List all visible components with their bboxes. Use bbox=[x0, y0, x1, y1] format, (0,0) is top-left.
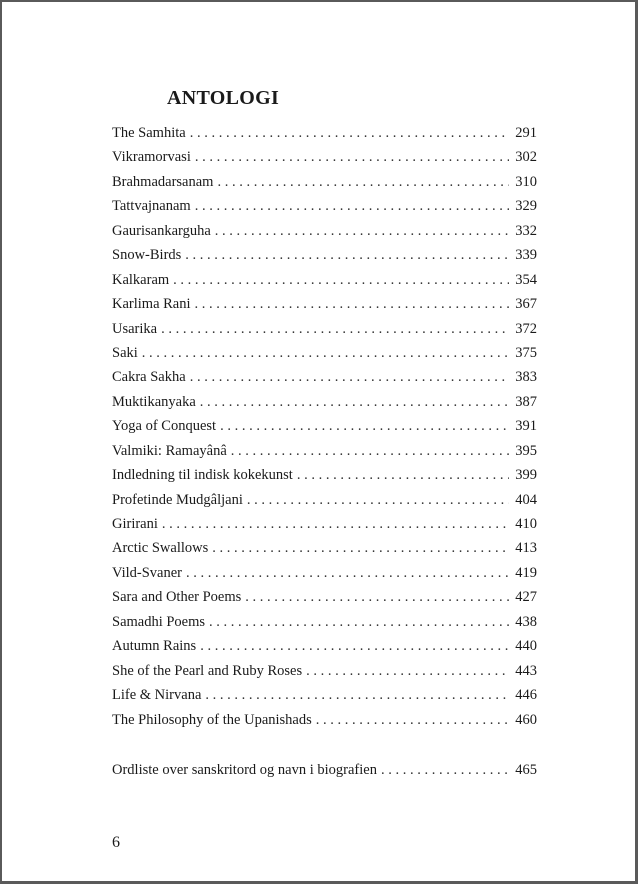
dot-leader bbox=[215, 219, 509, 243]
dot-leader bbox=[161, 317, 509, 341]
toc-entry bbox=[112, 488, 537, 512]
dot-leader bbox=[200, 634, 509, 658]
toc-entry-page: 460 bbox=[515, 711, 537, 728]
toc-entry-title: Muktikanyaka bbox=[112, 393, 196, 410]
toc-entry bbox=[112, 585, 537, 609]
toc-entry-page: 375 bbox=[515, 344, 537, 361]
toc-entry-title: Usarika bbox=[112, 320, 158, 337]
toc-entry-title: Snow-Birds bbox=[112, 247, 182, 264]
dot-leader bbox=[195, 194, 510, 218]
dot-leader bbox=[205, 683, 509, 707]
toc-entry-title: Cakra Sakha bbox=[112, 369, 186, 386]
toc-entry-page: 446 bbox=[515, 687, 537, 704]
dot-leader bbox=[190, 121, 510, 145]
toc-entry-page: 310 bbox=[515, 173, 537, 190]
toc-entry bbox=[112, 341, 537, 365]
toc-entry-title: Vild-Svaner bbox=[112, 564, 183, 581]
toc-entry-page: 302 bbox=[515, 149, 537, 166]
toc-entry-title: She of the Pearl and Ruby Roses bbox=[112, 662, 303, 679]
dot-leader bbox=[316, 708, 509, 732]
table-of-contents bbox=[112, 121, 537, 732]
dot-leader bbox=[247, 488, 509, 512]
toc-entry-page: 387 bbox=[515, 393, 537, 410]
toc-entry bbox=[112, 145, 537, 169]
dot-leader bbox=[297, 463, 509, 487]
toc-entry-page: 410 bbox=[515, 516, 537, 532]
toc-entry bbox=[112, 536, 537, 560]
toc-entry bbox=[112, 610, 537, 634]
toc-entry bbox=[112, 170, 537, 194]
toc-entry-title: Profetinde Mudgâljani bbox=[112, 491, 243, 508]
dot-leader bbox=[212, 536, 509, 560]
toc-entry-page: 291 bbox=[515, 125, 537, 141]
toc-entry-page: 391 bbox=[515, 418, 537, 435]
toc-entry-title: Brahmadarsanam bbox=[112, 173, 214, 190]
dot-leader bbox=[231, 439, 509, 463]
toc-entry bbox=[112, 683, 537, 707]
toc-entry-title: Kalkaram bbox=[112, 271, 170, 288]
toc-entry bbox=[112, 268, 537, 292]
toc-entry-title: The Philosophy of the Upanishads bbox=[112, 711, 312, 728]
toc-appendix-entry bbox=[112, 758, 537, 782]
toc-entry-title: Tattvajnanam bbox=[112, 198, 191, 215]
toc-entry-page: 332 bbox=[515, 222, 537, 239]
toc-entry-page: 383 bbox=[515, 369, 537, 386]
toc-entry bbox=[112, 365, 537, 389]
toc-entry-title: Ordliste over sanskritord og navn i biografien bbox=[112, 762, 377, 778]
toc-entry-title: Indledning til indisk kokekunst bbox=[112, 467, 293, 484]
toc-entry bbox=[112, 561, 537, 585]
toc-entry-title: The Samhita bbox=[112, 125, 186, 141]
toc-entry bbox=[112, 512, 537, 536]
toc-entry bbox=[112, 194, 537, 218]
toc-entry bbox=[112, 317, 537, 341]
toc-entry-page: 404 bbox=[515, 491, 537, 508]
dot-leader bbox=[209, 610, 509, 634]
toc-entry-title: Autumn Rains bbox=[112, 638, 197, 655]
toc-entry bbox=[112, 659, 537, 683]
dot-leader bbox=[190, 365, 510, 389]
dot-leader bbox=[142, 341, 509, 365]
toc-entry-page: 438 bbox=[515, 613, 537, 630]
toc-entry bbox=[112, 463, 537, 487]
toc-entry-title: Samadhi Poems bbox=[112, 613, 206, 630]
page-heading: ANTOLOGI bbox=[167, 87, 280, 109]
toc-entry-page: 354 bbox=[515, 271, 537, 288]
toc-entry-title: Karlima Rani bbox=[112, 296, 191, 313]
toc-entry-page: 419 bbox=[515, 564, 537, 581]
toc-entry bbox=[112, 292, 537, 316]
toc-entry-title: Vikramorvasi bbox=[112, 149, 191, 166]
toc-entry bbox=[112, 634, 537, 658]
toc-entry-page: 339 bbox=[515, 247, 537, 264]
toc-entry bbox=[112, 390, 537, 414]
toc-entry bbox=[112, 708, 537, 732]
toc-entry-page: 465 bbox=[515, 762, 537, 778]
dot-leader bbox=[245, 585, 509, 609]
dot-leader bbox=[186, 561, 509, 585]
dot-leader bbox=[200, 390, 509, 414]
toc-entry bbox=[112, 243, 537, 267]
toc-entry-page: 413 bbox=[515, 540, 537, 557]
toc-entry-page: 399 bbox=[515, 467, 537, 484]
toc-entry bbox=[112, 414, 537, 438]
toc-entry-page: 367 bbox=[515, 296, 537, 313]
dot-leader bbox=[195, 145, 509, 169]
toc-entry-title: Life & Nirvana bbox=[112, 687, 202, 704]
toc-entry bbox=[112, 219, 537, 243]
toc-entry bbox=[112, 121, 537, 145]
toc-entry-page: 440 bbox=[515, 638, 537, 655]
toc-entry-title: Saki bbox=[112, 344, 138, 361]
toc-entry-title: Sara and Other Poems bbox=[112, 589, 242, 606]
dot-leader bbox=[381, 758, 509, 782]
toc-entry-title: Girirani bbox=[112, 516, 158, 532]
toc-entry-page: 372 bbox=[515, 320, 537, 337]
toc-entry-page: 427 bbox=[515, 589, 537, 606]
dot-leader bbox=[306, 659, 509, 683]
dot-leader bbox=[162, 512, 509, 536]
dot-leader bbox=[217, 170, 509, 194]
toc-entry-title: Valmiki: Ramayânâ bbox=[112, 442, 227, 459]
toc-entry-page: 443 bbox=[515, 662, 537, 679]
dot-leader bbox=[220, 414, 509, 438]
page-number: 6 bbox=[112, 834, 120, 851]
toc-entry-title: Arctic Swallows bbox=[112, 540, 209, 557]
toc-entry-page: 395 bbox=[515, 442, 537, 459]
toc-entry-title: Gaurisankarguha bbox=[112, 222, 211, 239]
dot-leader bbox=[185, 243, 509, 267]
toc-entry-page: 329 bbox=[515, 198, 537, 215]
dot-leader bbox=[173, 268, 509, 292]
toc-entry bbox=[112, 439, 537, 463]
toc-entry-title: Yoga of Conquest bbox=[112, 418, 217, 435]
dot-leader bbox=[195, 292, 510, 316]
